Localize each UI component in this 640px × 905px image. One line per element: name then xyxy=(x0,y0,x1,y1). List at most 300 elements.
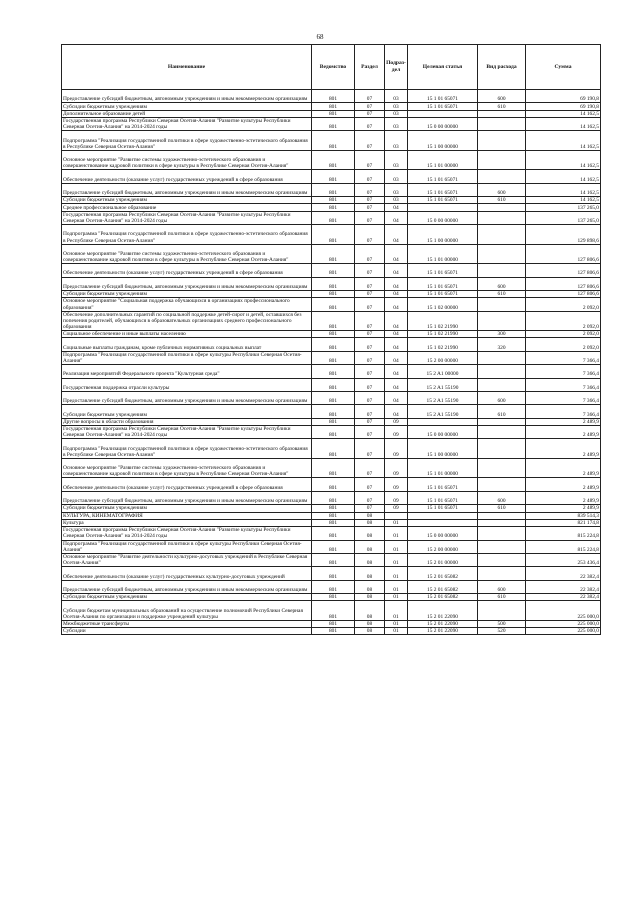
cell-sum: 2 489,9 xyxy=(526,505,601,512)
cell-cst: 15 1 01 65071 xyxy=(408,264,478,277)
table-row xyxy=(62,225,601,245)
cell-name: Реализация мероприятий Федерального проекта "Культурная среда" xyxy=(62,365,312,378)
cell-vr xyxy=(478,117,526,130)
cell-name: Социальное обеспечение и иные выплаты населению xyxy=(62,331,312,338)
cell-ved: 801 xyxy=(312,298,355,311)
cell-cst: 15 1 01 65071 xyxy=(408,183,478,196)
cell-sum: 2 092,0 xyxy=(526,311,601,331)
table-row xyxy=(62,540,601,553)
cell-sum: 137 265,0 xyxy=(526,204,601,211)
cell-vr: 600 xyxy=(478,183,526,196)
cell-name: Субсидии бюджетным учреждениям xyxy=(62,505,312,512)
cell-ved: 801 xyxy=(312,439,355,459)
cell-podr: 09 xyxy=(385,491,408,504)
cell-cst xyxy=(408,418,478,425)
cell-vr xyxy=(478,478,526,491)
cell-razd: 07 xyxy=(355,365,385,378)
table-row xyxy=(62,338,601,351)
cell-sum: 127 806,6 xyxy=(526,264,601,277)
table-row xyxy=(62,553,601,566)
cell-ved: 801 xyxy=(312,365,355,378)
table-row xyxy=(62,594,601,601)
cell-cst: 15 2 00 00000 xyxy=(408,540,478,553)
cell-vr: 610 xyxy=(478,103,526,110)
cell-vr xyxy=(478,131,526,151)
cell-ved: 801 xyxy=(312,131,355,151)
cell-vr: 520 xyxy=(478,628,526,635)
cell-sum: 14 162,5 xyxy=(526,150,601,170)
cell-ved: 801 xyxy=(312,426,355,439)
cell-sum: 14 162,5 xyxy=(526,117,601,130)
cell-razd: 08 xyxy=(355,553,385,566)
cell-podr: 04 xyxy=(385,331,408,338)
header-razd: Раздел xyxy=(355,45,385,90)
cell-cst: 15 1 02 21990 xyxy=(408,331,478,338)
cell-name: Дополнительное образование детей xyxy=(62,110,312,117)
cell-razd: 07 xyxy=(355,405,385,418)
cell-cst: 15 1 01 00000 xyxy=(408,244,478,264)
cell-podr: 04 xyxy=(385,211,408,224)
cell-vr: 610 xyxy=(478,290,526,297)
cell-sum: 22 382,4 xyxy=(526,594,601,601)
table-row xyxy=(62,131,601,151)
cell-ved: 801 xyxy=(312,290,355,297)
cell-cst: 15 1 01 65071 xyxy=(408,491,478,504)
cell-podr: 03 xyxy=(385,110,408,117)
cell-sum: 2 092,0 xyxy=(526,298,601,311)
cell-podr: 03 xyxy=(385,117,408,130)
cell-podr: 09 xyxy=(385,418,408,425)
cell-vr xyxy=(478,378,526,391)
cell-cst: 15 2 A1 00000 xyxy=(408,365,478,378)
cell-podr: 01 xyxy=(385,628,408,635)
cell-vr xyxy=(478,365,526,378)
table-row xyxy=(62,405,601,418)
cell-razd: 07 xyxy=(355,391,385,404)
cell-razd: 07 xyxy=(355,426,385,439)
cell-name: Государственная поддержка отрасли культуры xyxy=(62,378,312,391)
cell-name: Основное мероприятие "Развитие системы художественно-эстетического образования и совершенствование кадровой политики в сфере культуры в Республике Северная Осетия-Алания" xyxy=(62,244,312,264)
cell-name: Основное мероприятие "Социальная поддержка обучающихся в организациях профессионального образования" xyxy=(62,298,312,311)
cell-cst: 15 2 01 65082 xyxy=(408,594,478,601)
cell-ved: 801 xyxy=(312,244,355,264)
cell-razd: 07 xyxy=(355,117,385,130)
cell-podr: 04 xyxy=(385,391,408,404)
cell-sum: 253 436,4 xyxy=(526,553,601,566)
cell-razd: 07 xyxy=(355,277,385,290)
cell-ved: 801 xyxy=(312,505,355,512)
cell-podr: 03 xyxy=(385,131,408,151)
table-row xyxy=(62,567,601,580)
cell-cst: 15 1 01 65071 xyxy=(408,197,478,204)
cell-sum: 22 382,4 xyxy=(526,567,601,580)
cell-podr: 04 xyxy=(385,311,408,331)
cell-cst: 15 1 00 00000 xyxy=(408,225,478,245)
cell-podr: 01 xyxy=(385,594,408,601)
cell-cst: 15 0 00 00000 xyxy=(408,527,478,540)
table-row xyxy=(62,197,601,204)
cell-razd: 07 xyxy=(355,170,385,183)
table-row xyxy=(62,150,601,170)
cell-sum: 127 806,6 xyxy=(526,290,601,297)
cell-podr: 01 xyxy=(385,580,408,593)
cell-ved: 801 xyxy=(312,311,355,331)
cell-vr xyxy=(478,601,526,621)
cell-name: Предоставление субсидий бюджетным, автономным учреждениям и иным некоммерческим организациям xyxy=(62,277,312,290)
cell-podr: 04 xyxy=(385,244,408,264)
cell-cst: 15 1 01 65071 xyxy=(408,277,478,290)
page-number: 68 xyxy=(316,33,324,41)
table-row xyxy=(62,426,601,439)
cell-razd: 07 xyxy=(355,204,385,211)
cell-cst xyxy=(408,110,478,117)
cell-podr xyxy=(385,512,408,519)
cell-razd: 08 xyxy=(355,519,385,526)
cell-name: Предоставление субсидий бюджетным, автономным учреждениям и иным некоммерческим организациям xyxy=(62,580,312,593)
cell-razd: 07 xyxy=(355,290,385,297)
cell-podr: 04 xyxy=(385,264,408,277)
cell-vr: 610 xyxy=(478,594,526,601)
cell-sum: 22 382,4 xyxy=(526,580,601,593)
cell-vr: 600 xyxy=(478,491,526,504)
cell-razd: 07 xyxy=(355,183,385,196)
cell-podr: 01 xyxy=(385,540,408,553)
cell-sum: 2 489,9 xyxy=(526,418,601,425)
cell-vr xyxy=(478,512,526,519)
cell-ved: 801 xyxy=(312,519,355,526)
table-row xyxy=(62,439,601,459)
cell-name: Обеспечение деятельности (оказание услуг) государственных учреждений в сфере образования xyxy=(62,170,312,183)
table-row xyxy=(62,527,601,540)
cell-vr: 300 xyxy=(478,331,526,338)
cell-vr: 610 xyxy=(478,197,526,204)
cell-vr: 600 xyxy=(478,391,526,404)
table-row xyxy=(62,601,601,621)
table-row xyxy=(62,110,601,117)
cell-podr: 04 xyxy=(385,225,408,245)
cell-name: Предоставление субсидий бюджетным, автономным учреждениям и иным некоммерческим организациям xyxy=(62,491,312,504)
cell-ved: 801 xyxy=(312,540,355,553)
cell-name: Межбюджетные трансферты xyxy=(62,620,312,627)
cell-podr: 01 xyxy=(385,567,408,580)
cell-sum: 69 190,8 xyxy=(526,103,601,110)
cell-vr xyxy=(478,211,526,224)
cell-razd: 07 xyxy=(355,338,385,351)
table-row xyxy=(62,458,601,478)
cell-vr xyxy=(478,204,526,211)
table-row xyxy=(62,244,601,264)
cell-sum: 127 806,6 xyxy=(526,277,601,290)
cell-name: Государственная программа Республики Северная Осетия-Алания "Развитие культуры Республики Северная Осетия-Алания" на 2014-2024 годы xyxy=(62,117,312,130)
cell-cst: 15 1 01 65071 xyxy=(408,170,478,183)
cell-razd: 07 xyxy=(355,458,385,478)
cell-cst xyxy=(408,204,478,211)
cell-vr: 320 xyxy=(478,338,526,351)
cell-ved: 801 xyxy=(312,553,355,566)
cell-ved: 801 xyxy=(312,567,355,580)
table-row xyxy=(62,331,601,338)
table-header-row xyxy=(62,45,601,90)
cell-name: Предоставление субсидий бюджетным, автономным учреждениям и иным некоммерческим организациям xyxy=(62,183,312,196)
cell-razd: 07 xyxy=(355,439,385,459)
cell-podr: 04 xyxy=(385,338,408,351)
cell-razd: 07 xyxy=(355,311,385,331)
cell-ved: 801 xyxy=(312,170,355,183)
cell-cst: 15 1 02 21990 xyxy=(408,311,478,331)
table-row xyxy=(62,277,601,290)
cell-cst: 15 0 00 00000 xyxy=(408,211,478,224)
cell-ved: 801 xyxy=(312,405,355,418)
cell-name: Субсидии бюджетным учреждениям xyxy=(62,197,312,204)
cell-ved: 801 xyxy=(312,204,355,211)
cell-cst: 15 1 00 00000 xyxy=(408,131,478,151)
cell-podr: 01 xyxy=(385,553,408,566)
cell-razd: 08 xyxy=(355,594,385,601)
cell-vr xyxy=(478,553,526,566)
cell-cst: 15 2 01 22090 xyxy=(408,628,478,635)
cell-vr xyxy=(478,418,526,425)
cell-podr: 01 xyxy=(385,620,408,627)
cell-cst: 15 2 A1 55190 xyxy=(408,391,478,404)
cell-razd: 07 xyxy=(355,264,385,277)
cell-cst: 15 1 01 65071 xyxy=(408,103,478,110)
cell-podr: 03 xyxy=(385,103,408,110)
cell-sum: 2 489,9 xyxy=(526,439,601,459)
cell-name: Субсидии бюджетным учреждениям xyxy=(62,290,312,297)
cell-ved: 801 xyxy=(312,478,355,491)
cell-ved: 801 xyxy=(312,628,355,635)
table-row xyxy=(62,298,601,311)
cell-vr xyxy=(478,351,526,364)
table-row xyxy=(62,478,601,491)
table-row xyxy=(62,204,601,211)
cell-sum: 225 000,0 xyxy=(526,601,601,621)
header-podr: Подраз-дел xyxy=(385,45,408,90)
cell-sum: 2 489,9 xyxy=(526,478,601,491)
table-row xyxy=(62,519,601,526)
cell-razd: 07 xyxy=(355,131,385,151)
cell-razd: 07 xyxy=(355,244,385,264)
cell-cst: 15 1 01 00000 xyxy=(408,458,478,478)
cell-vr xyxy=(478,567,526,580)
cell-vr xyxy=(478,298,526,311)
table-row xyxy=(62,505,601,512)
cell-name: Подпрограмма "Реализация государственной политики в сфере художественно-эстетического образования в Республике Северная Осетия-Алания" xyxy=(62,439,312,459)
cell-razd: 07 xyxy=(355,491,385,504)
cell-ved: 801 xyxy=(312,620,355,627)
table-row xyxy=(62,512,601,519)
cell-ved: 801 xyxy=(312,491,355,504)
cell-vr xyxy=(478,170,526,183)
cell-name: Социальные выплаты гражданам, кроме публичных нормативных социальных выплат xyxy=(62,338,312,351)
cell-cst: 15 2 00 00000 xyxy=(408,351,478,364)
cell-name: Субсидии xyxy=(62,628,312,635)
cell-sum: 14 162,5 xyxy=(526,110,601,117)
cell-podr: 09 xyxy=(385,458,408,478)
table-row xyxy=(62,628,601,635)
cell-name: Основное мероприятие "Развитие системы художественно-эстетического образования и совершенствование кадровой политики в сфере культуры в Республике Северная Осетия-Алания" xyxy=(62,150,312,170)
cell-cst: 15 2 A1 55190 xyxy=(408,405,478,418)
cell-ved: 801 xyxy=(312,351,355,364)
cell-name: Государственная программа Республики Северная Осетия-Алания "Развитие культуры Республики Северная Осетия-Алания" на 2014-2024 годы xyxy=(62,211,312,224)
cell-razd: 07 xyxy=(355,211,385,224)
cell-razd: 07 xyxy=(355,331,385,338)
cell-cst: 15 2 01 22090 xyxy=(408,601,478,621)
cell-cst: 15 2 01 22090 xyxy=(408,620,478,627)
cell-razd: 07 xyxy=(355,505,385,512)
cell-sum: 2 489,9 xyxy=(526,491,601,504)
cell-podr: 04 xyxy=(385,365,408,378)
cell-vr xyxy=(478,519,526,526)
cell-razd: 07 xyxy=(355,150,385,170)
cell-name: Субсидии бюджетным учреждениям xyxy=(62,103,312,110)
cell-razd: 07 xyxy=(355,378,385,391)
table-row xyxy=(62,391,601,404)
cell-sum: 821 174,8 xyxy=(526,519,601,526)
table-row xyxy=(62,183,601,196)
cell-sum: 14 162,5 xyxy=(526,131,601,151)
cell-razd: 08 xyxy=(355,512,385,519)
cell-podr: 09 xyxy=(385,478,408,491)
cell-cst xyxy=(408,519,478,526)
table-row xyxy=(62,580,601,593)
cell-sum: 14 162,5 xyxy=(526,170,601,183)
cell-sum: 7 366,4 xyxy=(526,405,601,418)
cell-ved: 801 xyxy=(312,391,355,404)
cell-ved: 801 xyxy=(312,512,355,519)
cell-razd: 07 xyxy=(355,478,385,491)
cell-podr: 04 xyxy=(385,290,408,297)
table-row xyxy=(62,620,601,627)
table-row xyxy=(62,378,601,391)
cell-name: Культура xyxy=(62,519,312,526)
table-row xyxy=(62,170,601,183)
header-sum: Сумма xyxy=(526,45,601,90)
cell-cst: 15 2 01 65082 xyxy=(408,567,478,580)
cell-ved: 801 xyxy=(312,594,355,601)
cell-podr: 01 xyxy=(385,527,408,540)
cell-cst: 15 1 01 65071 xyxy=(408,505,478,512)
cell-vr xyxy=(478,439,526,459)
cell-podr: 01 xyxy=(385,601,408,621)
cell-podr: 03 xyxy=(385,183,408,196)
cell-podr: 09 xyxy=(385,505,408,512)
cell-sum: 7 366,4 xyxy=(526,351,601,364)
cell-podr: 04 xyxy=(385,298,408,311)
cell-razd: 08 xyxy=(355,601,385,621)
cell-ved: 801 xyxy=(312,225,355,245)
cell-name: Субсидии бюджетам муниципальных образований на осуществление полномочий Республики Северная Осетия-Алания по организации и поддержке учреждений культуры xyxy=(62,601,312,621)
cell-sum: 69 190,8 xyxy=(526,90,601,103)
cell-razd: 08 xyxy=(355,567,385,580)
cell-vr xyxy=(478,527,526,540)
cell-podr: 04 xyxy=(385,378,408,391)
table-row xyxy=(62,264,601,277)
cell-razd: 08 xyxy=(355,620,385,627)
cell-name: Обеспечение деятельности (оказание услуг) государственных культурно-досуговых учреждений xyxy=(62,567,312,580)
cell-razd: 08 xyxy=(355,527,385,540)
cell-ved: 801 xyxy=(312,264,355,277)
cell-razd: 07 xyxy=(355,103,385,110)
cell-name: Предоставление субсидий бюджетным, автономным учреждениям и иным некоммерческим организациям xyxy=(62,391,312,404)
cell-sum: 225 000,0 xyxy=(526,620,601,627)
cell-cst: 15 1 02 21990 xyxy=(408,338,478,351)
cell-name: КУЛЬТУРА, КИНЕМАТОГРАФИЯ xyxy=(62,512,312,519)
cell-sum: 815 224,8 xyxy=(526,540,601,553)
cell-sum: 7 366,4 xyxy=(526,391,601,404)
cell-vr xyxy=(478,244,526,264)
cell-podr: 09 xyxy=(385,439,408,459)
cell-razd: 07 xyxy=(355,225,385,245)
cell-vr xyxy=(478,110,526,117)
cell-name: Государственная программа Республики Северная Осетия-Алания "Развитие культуры Республики Северная Осетия-Алания" на 2014-2024 годы xyxy=(62,426,312,439)
cell-podr: 01 xyxy=(385,519,408,526)
cell-name: Обеспечение дополнительных гарантий по социальной поддержке детей-сирот и детей, оставшихся без попечения родителей, обучающихся в образовательных организациях среднего профессионального образования xyxy=(62,311,312,331)
table-row xyxy=(62,117,601,130)
cell-vr xyxy=(478,150,526,170)
cell-vr: 610 xyxy=(478,505,526,512)
cell-sum: 129 898,6 xyxy=(526,225,601,245)
table-row xyxy=(62,491,601,504)
cell-name: Подпрограмма "Реализация государственной политики в сфере культуры Республики Северная Осетия-Алания" xyxy=(62,540,312,553)
cell-sum: 225 000,0 xyxy=(526,628,601,635)
cell-vr xyxy=(478,426,526,439)
cell-name: Подпрограмма "Реализация государственной политики в сфере художественно-эстетического образования в Республике Северная Осетия-Алания" xyxy=(62,225,312,245)
cell-ved: 801 xyxy=(312,183,355,196)
cell-sum: 14 162,5 xyxy=(526,197,601,204)
cell-ved: 801 xyxy=(312,418,355,425)
cell-ved: 801 xyxy=(312,110,355,117)
cell-name: Подпрограмма "Реализация государственной политики в сфере художественно-эстетического образования в Республике Северная Осетия-Алания" xyxy=(62,131,312,151)
cell-cst xyxy=(408,512,478,519)
cell-name: Предоставление субсидий бюджетным, автономным учреждениям и иным некоммерческим организациям xyxy=(62,90,312,103)
cell-name: Государственная программа Республики Северная Осетия-Алания "Развитие культуры Республики Северная Осетия-Алания" на 2014-2024 годы xyxy=(62,527,312,540)
table-row xyxy=(62,103,601,110)
cell-razd: 07 xyxy=(355,197,385,204)
cell-razd: 07 xyxy=(355,90,385,103)
cell-razd: 07 xyxy=(355,298,385,311)
cell-ved: 801 xyxy=(312,601,355,621)
cell-name: Другие вопросы в области образования xyxy=(62,418,312,425)
cell-vr xyxy=(478,225,526,245)
cell-podr: 03 xyxy=(385,150,408,170)
cell-vr xyxy=(478,540,526,553)
cell-name: Среднее профессиональное образование xyxy=(62,204,312,211)
cell-cst: 15 1 01 00000 xyxy=(408,150,478,170)
cell-podr: 04 xyxy=(385,277,408,290)
cell-podr: 04 xyxy=(385,405,408,418)
cell-vr: 600 xyxy=(478,90,526,103)
cell-name: Обеспечение деятельности (оказание услуг) государственных учреждений в сфере образования xyxy=(62,478,312,491)
cell-ved: 801 xyxy=(312,103,355,110)
cell-podr: 03 xyxy=(385,90,408,103)
cell-ved: 801 xyxy=(312,527,355,540)
cell-cst: 15 1 02 00000 xyxy=(408,298,478,311)
header-vr: Вид расхода xyxy=(478,45,526,90)
cell-ved: 801 xyxy=(312,150,355,170)
cell-sum: 2 489,9 xyxy=(526,426,601,439)
table-row xyxy=(62,211,601,224)
cell-name: Подпрограмма "Реализация государственной политики в сфере культуры Республики Северная Осетия-Алания" xyxy=(62,351,312,364)
cell-cst: 15 1 00 00000 xyxy=(408,439,478,459)
cell-sum: 815 224,8 xyxy=(526,527,601,540)
cell-cst: 15 1 01 65071 xyxy=(408,478,478,491)
cell-name: Субсидии бюджетным учреждениям xyxy=(62,405,312,418)
cell-vr: 500 xyxy=(478,620,526,627)
cell-razd: 08 xyxy=(355,540,385,553)
cell-cst: 15 0 00 00000 xyxy=(408,426,478,439)
cell-razd: 08 xyxy=(355,580,385,593)
